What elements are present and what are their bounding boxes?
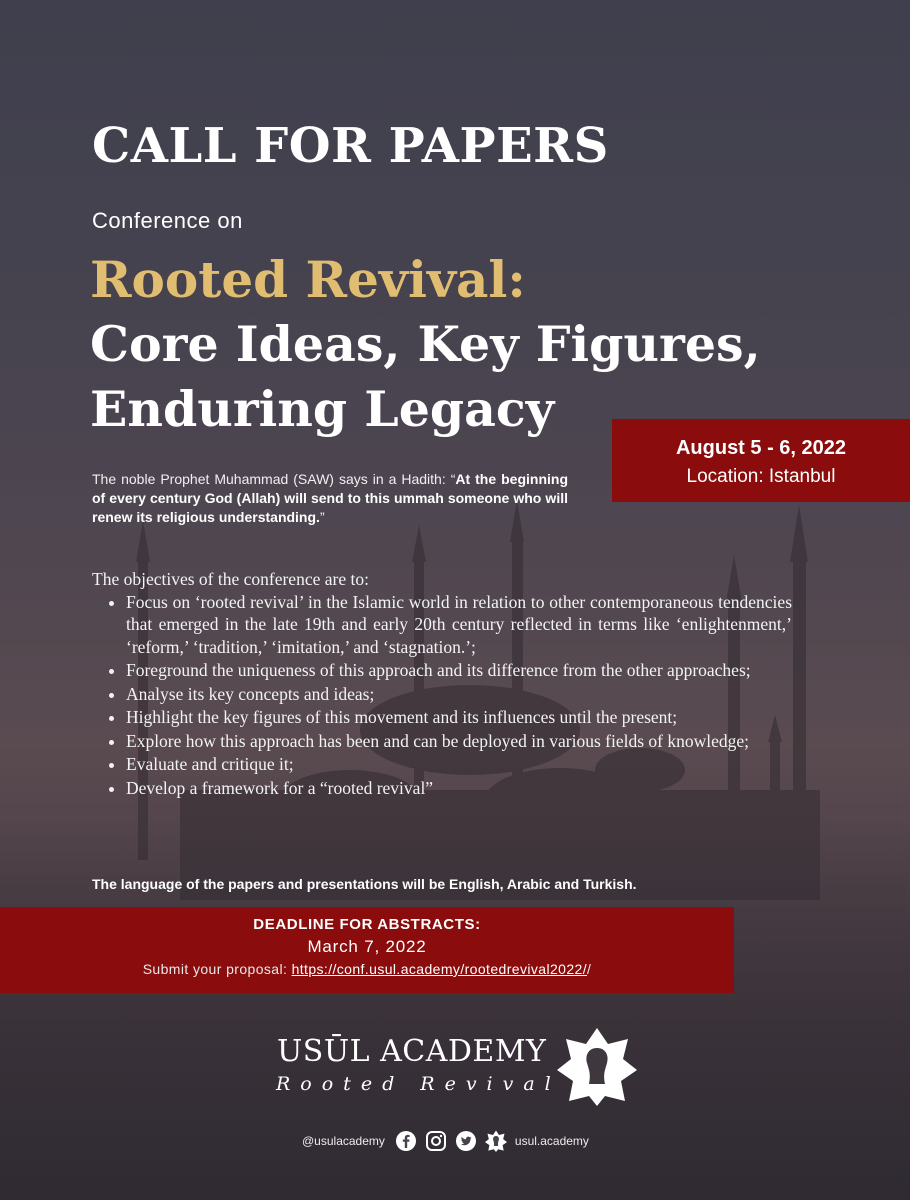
octagram-star-icon [557,1026,637,1106]
objectives-intro: The objectives of the conference are to: [92,569,369,589]
language-note: The language of the papers and presentations will be English, Arabic and Turkish. [92,876,637,892]
academy-tagline: Rooted Revival [276,1073,561,1095]
event-info-box [612,419,910,502]
conference-title-line3: Enduring Legacy [90,380,555,438]
social-bar [302,1128,589,1154]
event-date: August 5 - 6, 2022 [675,437,847,459]
instagram-icon[interactable] [425,1130,447,1152]
objectives-section [92,568,792,800]
deadline-title: DEADLINE FOR ABSTRACTS: [253,916,481,933]
deadline-date: March 7, 2022 [307,937,427,956]
deadline-box [0,907,734,993]
conference-on-label: Conference on [92,208,243,233]
social-handle: @usulacademy [302,1134,385,1148]
website-link[interactable]: usul.academy [514,1134,589,1148]
submit-label: Submit your proposal: [142,961,292,977]
hadith-close: ” [319,509,325,525]
objective-item: • Explore how this approach has been and can be deployed in various fields of knowledge; [126,730,792,753]
event-location: Location: Istanbul [686,466,836,487]
objective-item: • Foreground the uniqueness of this approach and its difference from the other approaches; [126,659,792,682]
objective-item: • Analyse its key concepts and ideas; [126,683,792,706]
hadith-text: At the beginning of every century God (Allah) will send to this ummah someone who will renew its religious understanding. [92,471,568,525]
call-for-papers-title: CALL FOR PAPERS [92,118,609,174]
submit-trail: / [587,961,592,977]
twitter-icon[interactable] [455,1130,477,1152]
conference-title-line1: Rooted Revival: [90,250,526,309]
objective-item: • Highlight the key figures of this movement and its influences until the present; [126,706,792,729]
conference-title-line2: Core Ideas, Key Figures, [90,315,761,373]
submit-proposal-link[interactable]: https://conf.usul.academy/rootedrevival2022/ [291,961,587,977]
objective-item: • Develop a framework for a “rooted revival” [126,777,792,800]
hadith-quote [92,470,568,527]
usul-star-icon[interactable] [485,1130,507,1152]
objective-item: • Focus on ‘rooted revival’ in the Islamic world in relation to other contemporaneous tendencies that emerged in the late 19th and early 20th century reflected in terms like ‘enlightenment,’ ‘reform,’ ‘tradition,’ ‘imitation,’ and ‘stagnation.’; [126,591,792,659]
submit-line [0,961,734,977]
facebook-icon[interactable] [395,1130,417,1152]
hadith-intro: The noble Prophet Muhammad (SAW) says in a Hadith: “ [92,471,456,487]
academy-name: USŪL ACADEMY [277,1034,547,1069]
objectives-list [92,591,792,800]
objective-item: • Evaluate and critique it; [126,753,792,776]
